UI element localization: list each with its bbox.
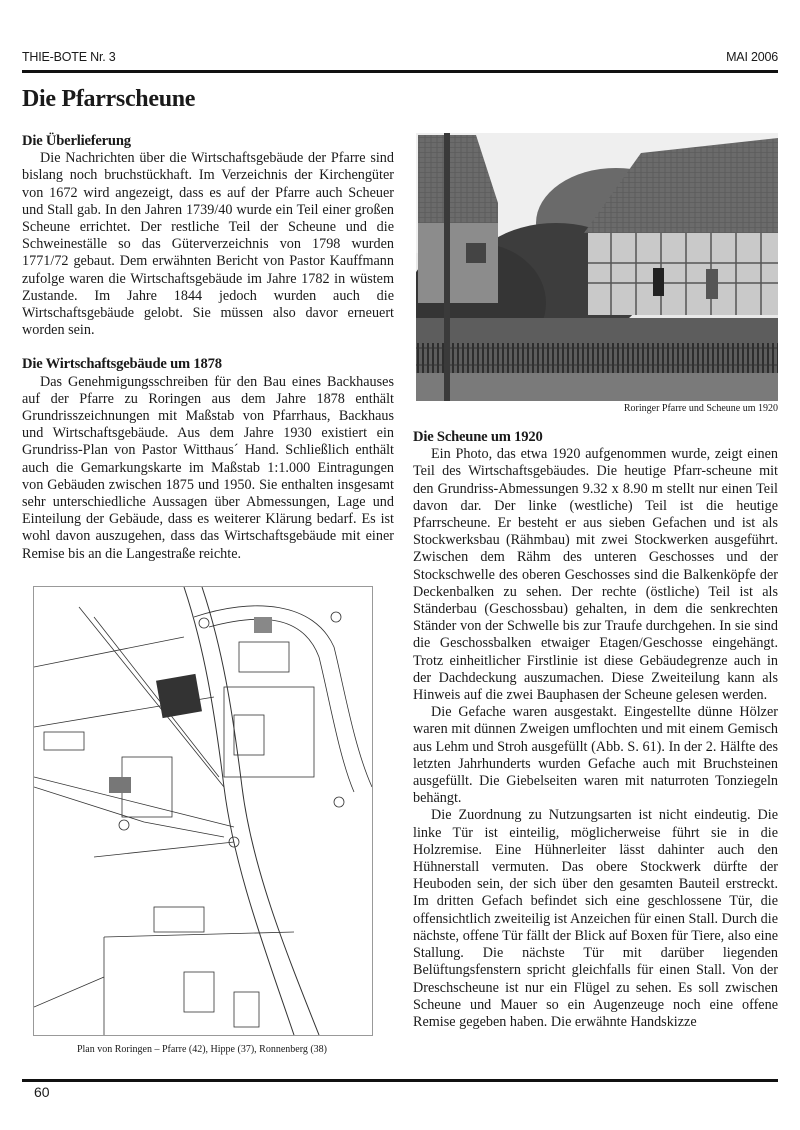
header-rule — [22, 70, 778, 73]
page-number: 60 — [34, 1084, 50, 1100]
section-heading: Die Scheune um 1920 — [413, 429, 543, 445]
issue-date: MAI 2006 — [726, 50, 778, 64]
photo-caption: Roringer Pfarre und Scheune um 1920 — [623, 403, 778, 414]
article-title: Die Pfarrscheune — [22, 86, 196, 112]
section-heading: Die Überlieferung — [22, 133, 131, 149]
right-column — [413, 429, 778, 1031]
section-heading: Die Wirtschaftsgebäude um 1878 — [22, 356, 222, 373]
section-paragraph: Die Nachrichten über die Wirtschaftsgebäude der Pfarre sind bislang noch bruchstückhaft. Im Verzeichnis der Kirchengüter von 1672 wird angezeigt, dass es auf der Pfarre auch Scheuer und Stall gab. In den Jahren 1739/40 wurde ein Teil einer großen Scheune errichtet. Der restliche Teil der Scheune und die Schweineställe so das Güterverzeichnis von 1798 wurden 1771/72 gebaut. Dem erwähnten Bericht von Pastor Kauffmann zufolge waren die Wirtschaftsgebäude im Jahre 1782 in wüstem Zustande. Im Jahre 1844 jedoch wurden auch die Wirtschaftsgebäude gelobt. Sie müssen also davor erneuert worden sein. — [22, 150, 394, 339]
section-paragraph: Das Genehmigungsschreiben für den Bau eines Backhauses auf der Pfarre zu Roringen aus dem Jahre 1878 enthält Grundrisszeichnungen mit Maßstab von Pfarrhaus, Backhaus und Wirtschaftsgebäude. Aus dem Jahre 1930 existiert ein Grundriss-Plan von Pastor Witthaus´ Hand. Schließlich enthält auch die Gemarkungskarte im Maßstab 1:1.000 Eintragungen von Gebäuden zwischen 1875 und 1950. Sie enthalten insgesamt sehr unterschiedliche Aussagen über Abmessungen, Lage und Einteilung der Gebäude, dass es weiterer Klärung bedarf. Es ist wohl davon auszugehen, dass das Wirtschaftsgebäude mit einer Remise bis an die Langestraße reichte. — [22, 373, 394, 562]
section-paragraph: Die Gefache waren ausgestakt. Eingestellte dünne Hölzer waren mit dünnen Zweigen umflochten und mit einem Gemisch aus Lehm und Stroh ausgefüllt (Abb. S. 61). In der 2. Hälfte des letzten Jahrhunderts wurden Gefache auch mit Bruchsteinen ausgefüllt. Die Giebelseiten waren mit naturroten Tonziegeln behängt. — [413, 704, 778, 807]
section-paragraph: Die Zuordnung zu Nutzungsarten ist nicht eindeutig. Die linke Tür ist einteilig, möglicherweise führt sie in die Holzremise. Eine Hühnerleiter lässt dahinter auch den Hühnerstall vermuten. Das obere Stockwerk dürfte der Heuboden sein, der sich über den gesamten Bauteil erstreckt. Im dritten Gefach befindet sich eine geschlossene Tür, die offensichtlich zweiteilig ist Anzeichen für einen Stall. Durch die nächste, offene Tür fällt der Blick auf Boxen für Tiere, also eine Stallung. Die nächste Tür mit darüber liegenden Belüftungsfenstern spricht gleichfalls für einen Stall. Von der Dreschscheune ist nur ein Flügel zu sehen. Es soll zwischen Scheune und Mauer so ein Augenzeuge noch eine offene Remise gegeben haben. Die erwähnte Handskizze — [413, 807, 778, 1030]
photo-barn-1920 — [416, 133, 778, 401]
left-column — [22, 133, 394, 563]
publication-name: THIE-BOTE Nr. 3 — [22, 50, 116, 64]
map-caption: Plan von Roringen – Pfarre (42), Hippe (37), Ronnenberg (38) — [76, 1044, 328, 1055]
running-head — [22, 50, 778, 70]
cadastral-map — [33, 586, 373, 1036]
footer-rule — [22, 1079, 778, 1082]
section-paragraph: Ein Photo, das etwa 1920 aufgenommen wurde, zeigt einen Teil des Wirtschaftsgebäudes. Die heutige Pfarr-scheune mit den Grundriss-Abmessungen 9.32 x 8.90 m stellt nur einen Teil davon dar. Der linke (westliche) Teil ist die heutige Pfarrscheune. Er besteht er aus sieben Gefachen und ist als Stockwerksbau (Rähmbau) mit zwei Stockwerken ausgeführt. Zwischen dem Rähm des unteren Geschosses und der Stockschwelle des oberen Geschosses sind die Balkenköpfe der Deckenbalken zu sehen. Der rechte (östliche) Teil ist als Ständerbau (Geschossbau) gehalten, in dem die senkrechten Ständer von der Schwelle bis zur Traufe durchgehen. In sie sind die Geschossbalken etwaiger Etagen/Geschosse eingehängt. Trotz einheitlicher Firstlinie ist diese Gebäudegrenze auch in der Dachdeckung auszumachen. Diese Zweiteilung kann als Hinweis auf die zwei Bauphasen der Scheune gelesen werden. — [413, 446, 778, 704]
